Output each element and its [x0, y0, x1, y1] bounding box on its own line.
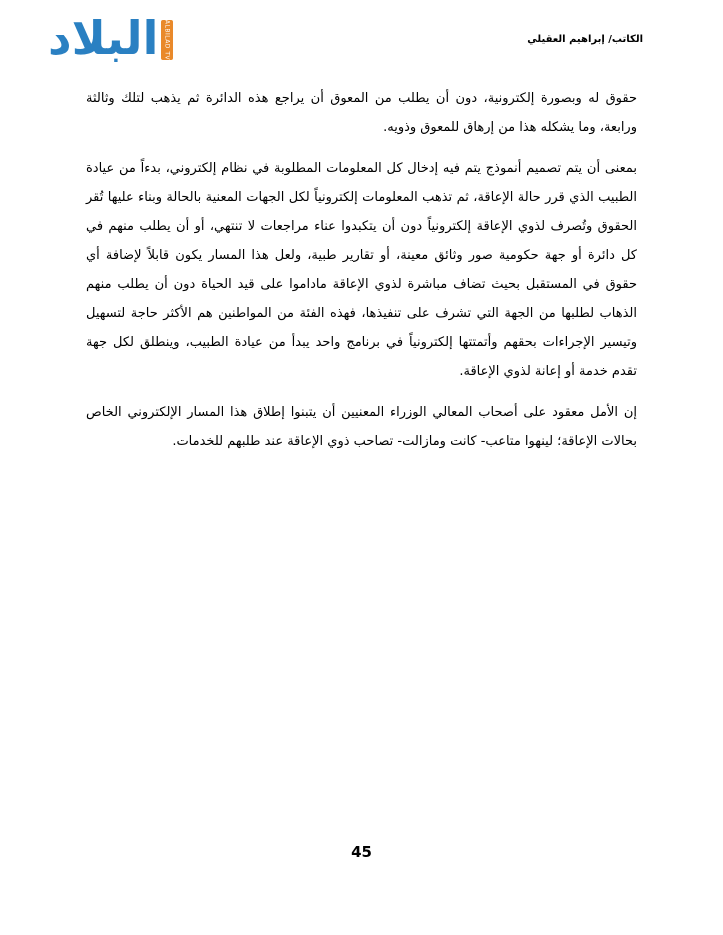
paragraph-2: بمعنى أن يتم تصميم أنموذج يتم فيه إدخال كل المعلومات المطلوبة في نظام إلكتروني، بدءاً من عيادة الطبيب الذي قرر حالة الإعاقة، ثم تذهب المعلومات إلكترونياً لكل الجهات المعنية بالحالة وبناء عليها تُقر الحقوق وتُصرف لذوي الإعاقة إلكترونياً دون أن يتكبدوا عناء مراجعات لا تنتهي، أو أن يطلب منهم في كل دائرة أو جهة حكومية صور وثائق معينة، أو تقارير طبية، ولعل هذا المسار يكون قابلاً لإضافة أي حقوق في المستقبل بحيث تضاف مباشرة لذوي الإعاقة ماداموا على قيد الحياة دون أن يطلب منهم الذهاب لطلبها من الجهة التي تشرف على تنفيذها، فهذه الفئة من المواطنين هم الأكثر حاجة لتسهيل وتيسير الإجراءات بحقهم وأتمتتها إلكترونياً في برنامج واحد يبدأ من عيادة الطبيب، وينطلق لكل جهة تقدم خدمة أو إعانة لذوي الإعاقة.	[86, 161, 637, 379]
article-body	[86, 84, 637, 468]
logo-tab-text: ALBILAD TV	[163, 19, 171, 61]
paragraph-3: إن الأمل معقود على أصحاب المعالي الوزراء المعنيين أن يتبنوا إطلاق هذا المسار الإلكتروني الخاص بحالات الإعاقة؛ لينهوا متاعب- كانت ومازالت- تصاحب ذوي الإعاقة عند طلبهم للخدمات.	[86, 405, 637, 449]
page-number: 45	[351, 843, 372, 861]
author-name: الكاتب/ إبراهيم العقيلي	[527, 34, 643, 45]
albilad-logo	[48, 11, 178, 66]
paragraph-1: حقوق له وبصورة إلكترونية، دون أن يطلب من المعوق أن يراجع هذه الدائرة ثم يذهب لتلك وثالثة ورابعة، وما يشكله هذا من إرهاق للمعوق وذويه.	[86, 91, 637, 135]
logo-tab	[161, 20, 173, 60]
logo-wordmark: البلاد	[48, 11, 159, 65]
